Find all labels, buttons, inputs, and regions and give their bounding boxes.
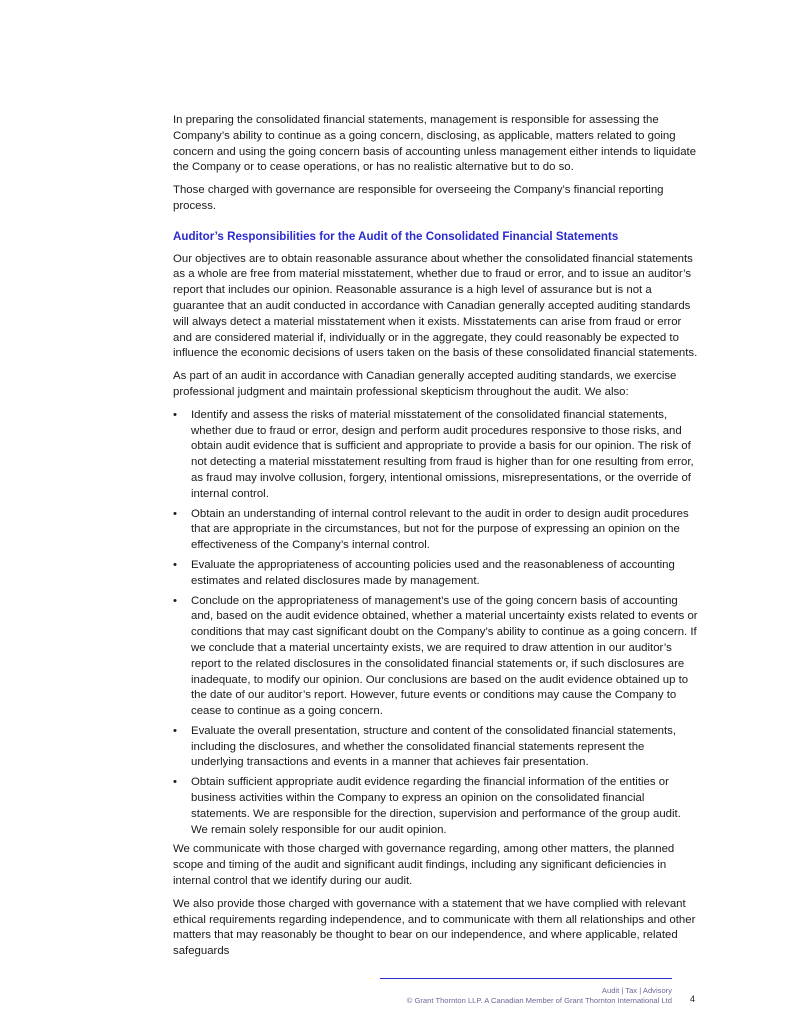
list-item-text: Conclude on the appropriateness of management’s use of the going concern basis of accounting and, based on the audit evidence obtained, whether a material uncertainty exists related to events or conditions that may cast significant doubt on the Company’s ability to continue as a going concern. If we conclude that a material uncertainty exists, we are required to draw attention in our auditor’s report to the related disclosures in the consolidated financial statements or, if such disclosures are inadequate, to modify our opinion. Our conclusions are based on the audit evidence obtained up to the date of our auditor’s report. However, future events or conditions may cause the Company to cease to continue as a going concern. (191, 594, 698, 718)
list-item-text: Obtain an understanding of internal control relevant to the audit in order to design audit procedures that are appropriate in the circumstances, but not for the purpose of expressing an opinion on the effectiveness of the Company’s internal control. (191, 507, 689, 552)
list-item (173, 594, 700, 720)
page-number: 4 (690, 994, 696, 1004)
audit-procedures-list (173, 408, 700, 839)
list-item (173, 507, 700, 554)
section-paragraph-objectives: Our objectives are to obtain reasonable assurance about whether the consolidated financial statements as a whole are free from material misstatement, whether due to fraud or error, and to issue an auditor’s report that includes our opinion. Reasonable assurance is a high level of assurance but is not a guarantee that an audit conducted in accordance with Canadian generally accepted auditing standards will always detect a material misstatement when it exists. Misstatements can arise from fraud or error and are considered material if, individually or in the aggregate, they could reasonably be expected to influence the economic decisions of users taken on the basis of these consolidated financial statements. (173, 252, 698, 360)
list-item (173, 724, 700, 771)
list-item-text: Obtain sufficient appropriate audit evidence regarding the financial information of the entities or business activities within the Company to express an opinion on the consolidated financial statements. We are responsible for the direction, supervision and performance of the group audit. We remain solely responsible for our audit opinion. (191, 776, 681, 836)
section-paragraph-audit-part: As part of an audit in accordance with Canadian generally accepted auditing standards, we exercise professional judgment and maintain professional skepticism throughout the audit. We also: (173, 370, 677, 398)
section-heading: Auditor’s Responsibilities for the Audit of the Consolidated Financial Statements (173, 229, 619, 243)
list-item-text: Identify and assess the risks of material misstatement of the consolidated financial statements, whether due to fraud or error, design and perform audit procedures responsive to those risks, and obtain audit evidence that is sufficient and appropriate to provide a basis for our opinion. The risk of not detecting a material misstatement resulting from fraud is higher than for one resulting from error, as fraud may involve collusion, forgery, intentional omissions, misrepresentations, or the override of internal control. (191, 408, 694, 500)
intro-paragraph-governance: Those charged with governance are responsible for overseeing the Company’s financial reporting process. (173, 184, 664, 212)
bullet-icon: • (173, 594, 177, 607)
closing-paragraph-independence: We also provide those charged with governance with a statement that we have complied with relevant ethical requirements regarding independence, and to communicate with them all relationships and other matters that may reasonably be thought to bear on our independence, and where applicable, related safeguards (173, 897, 696, 958)
footer-services: Audit | Tax | Advisory (601, 986, 672, 995)
bullet-icon: • (173, 724, 177, 737)
bullet-icon: • (173, 408, 177, 421)
list-item (173, 408, 700, 503)
list-item (173, 558, 700, 590)
list-item-text: Evaluate the appropriateness of accounting policies used and the reasonableness of accounting estimates and related disclosures made by management. (191, 558, 675, 587)
bullet-icon: • (173, 776, 177, 789)
closing-paragraph-communication: We communicate with those charged with governance regarding, among other matters, the planned scope and timing of the audit and significant audit findings, including any significant deficiencies in internal control that we identify during our audit. (173, 843, 675, 888)
list-item-text: Evaluate the overall presentation, structure and content of the consolidated financial statements, including the disclosures, and whether the consolidated financial statements represent the underlying transactions and events in a manner that achieves fair presentation. (191, 724, 677, 769)
list-item (173, 775, 700, 838)
bullet-icon: • (173, 507, 177, 520)
intro-paragraph-going-concern: In preparing the consolidated financial statements, management is responsible for assessing the Company’s ability to continue as a going concern, disclosing, as applicable, matters related to going concern and using the going concern basis of accounting unless management either intends to liquidate the Company or to cease operations, or has no realistic alternative but to do so. (173, 114, 697, 174)
document-body (173, 113, 700, 967)
bullet-icon: • (173, 558, 177, 571)
footer-copyright: © Grant Thornton LLP. A Canadian Member of Grant Thornton International Ltd (406, 995, 672, 1005)
page-footer (380, 978, 672, 1005)
